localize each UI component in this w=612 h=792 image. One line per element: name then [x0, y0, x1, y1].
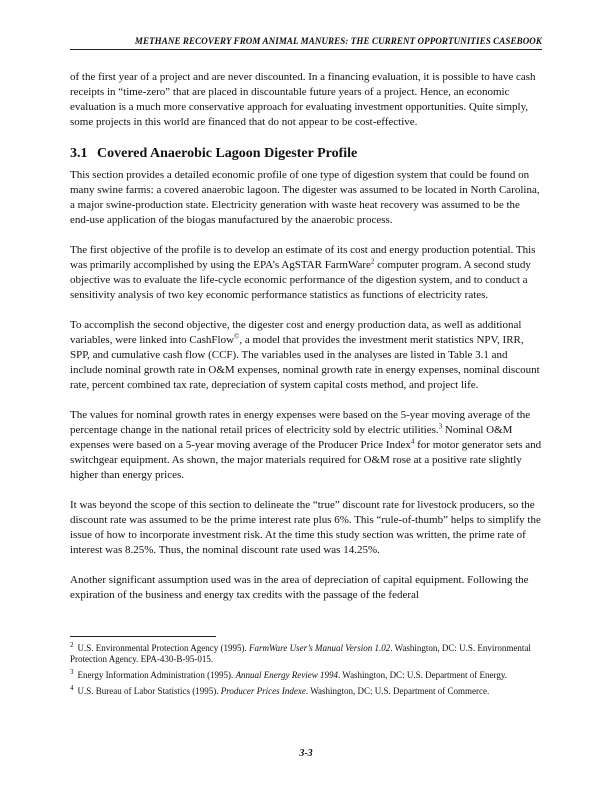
- footnote-2: [70, 643, 542, 665]
- footnote-text: . Washington, DC: U.S. Department of Energy.: [337, 670, 508, 680]
- footnote-text: . Washington, DC: U.S. Environmental Protection Agency. EPA-430-B-95-015.: [70, 643, 531, 664]
- footnote-text: U.S. Environmental Protection Agency (1995).: [77, 643, 249, 653]
- footnote-title: FarmWare User’s Manual Version 1.02: [248, 643, 391, 653]
- paragraph-3-text-a: To accomplish the second objective, the digester cost and energy production data, as well as additional variables, were linked into CashFlow: [70, 319, 522, 346]
- footnote-4: [70, 686, 542, 697]
- section-heading: [70, 145, 542, 162]
- paragraph-3: [70, 318, 542, 393]
- paragraph-4-text-a: The values for nominal growth rates in energy expenses were based on the 5-year moving average of the percentage change in the national retail prices of electricity sold by electric utilities.: [70, 409, 531, 436]
- paragraph-2-text-a: The first objective of the profile is to develop an estimate of its cost and energy production potential. This was primarily accomplished by using the EPA’s AgSTAR FarmWare: [70, 244, 536, 271]
- paragraph-2-text-b: computer program. A second study objective was to evaluate the life-cycle economic performance of the digestion system, and to conduct a sensitivity analysis of two key economic performance statistics as functions of electricity rates.: [70, 259, 531, 301]
- paragraph-4: [70, 408, 542, 483]
- footnote-text: . Washington, DC: U.S. Department of Commerce.: [305, 686, 490, 696]
- footnote-divider: [70, 636, 216, 637]
- footnote-ref-4: 4: [410, 437, 415, 446]
- footnote-number: 2: [70, 641, 74, 649]
- section-number: 3.1: [70, 146, 88, 161]
- paragraph-5: It was beyond the scope of this section to delineate the “true” discount rate for livestock producers, so the discount rate was assumed to be the prime interest rate plus 6%. This “rule-of-thumb” helps to simplify the issue of how to incorporate investment risk. At the time this study section was written, the prime rate of interest was 8.25%. Thus, the nominal discount rate used was 14.25%.: [70, 499, 541, 556]
- copyright-mark: ©: [234, 332, 240, 341]
- page-number: 3-3: [299, 748, 313, 759]
- section-title: Covered Anaerobic Lagoon Digester Profile: [97, 146, 358, 161]
- footnote-number: 4: [70, 684, 74, 692]
- paragraph-4-text-b: Nominal O&M expenses were based on a 5-year moving average of the Producer Price Index: [70, 424, 513, 451]
- intro-paragraph: of the first year of a project and are never discounted. In a financing evaluation, it is possible to have cash receipts in “time-zero” that are placed in discountable future years of a project. Hence, an economic evaluation is a much more conservative approach for evaluating investment opportunities. Quite simply, some projects in this world are financed that do not appear to be cost-effective.: [70, 71, 536, 128]
- footnotes: [70, 643, 542, 702]
- paragraph-4-text-c: for motor generator sets and switchgear equipment. As shown, the major materials required for O&M rose at a positive rate slightly higher than energy prices.: [70, 439, 542, 481]
- footnote-ref-2: 2: [370, 257, 375, 266]
- running-header: METHANE RECOVERY FROM ANIMAL MANURES: THE CURRENT OPPORTUNITIES CASEBOOK: [70, 36, 542, 50]
- paragraph-1: This section provides a detailed economic profile of one type of digestion system that could be found on many swine farms: a covered anaerobic lagoon. The digester was assumed to be located in North Carolina, a major swine-production state. Electricity generation with waste heat recovery was assumed to be the end-use application of the biogas manufactured by the anaerobic process.: [70, 169, 540, 226]
- paragraph-2: [70, 243, 542, 303]
- paragraph-6: Another significant assumption used was in the area of depreciation of capital equipment. Following the expiration of the business and energy tax credits with the passage of the federal: [70, 574, 529, 601]
- footnote-text: Energy Information Administration (1995).: [77, 670, 236, 680]
- footnote-3: [70, 670, 542, 681]
- footnote-title: Annual Energy Review 1994: [235, 670, 338, 680]
- footnote-text: U.S. Bureau of Labor Statistics (1995).: [77, 686, 221, 696]
- paragraph-3-text-b: , a model that provides the investment merit statistics NPV, IRR, SPP, and cumulative cash flow (CCF). The variables used in the analyses are listed in Table 3.1 and include nominal growth rate in O&M expenses, nominal growth rate in energy expenses, nominal discount rate, percent combined tax rate, depreciation of system capital costs method, and project life.: [70, 334, 540, 391]
- footnote-number: 3: [70, 668, 74, 676]
- footnote-ref-3: 3: [438, 422, 443, 431]
- footnote-title: Producer Prices Indexe: [220, 686, 306, 696]
- body-text: [70, 70, 542, 609]
